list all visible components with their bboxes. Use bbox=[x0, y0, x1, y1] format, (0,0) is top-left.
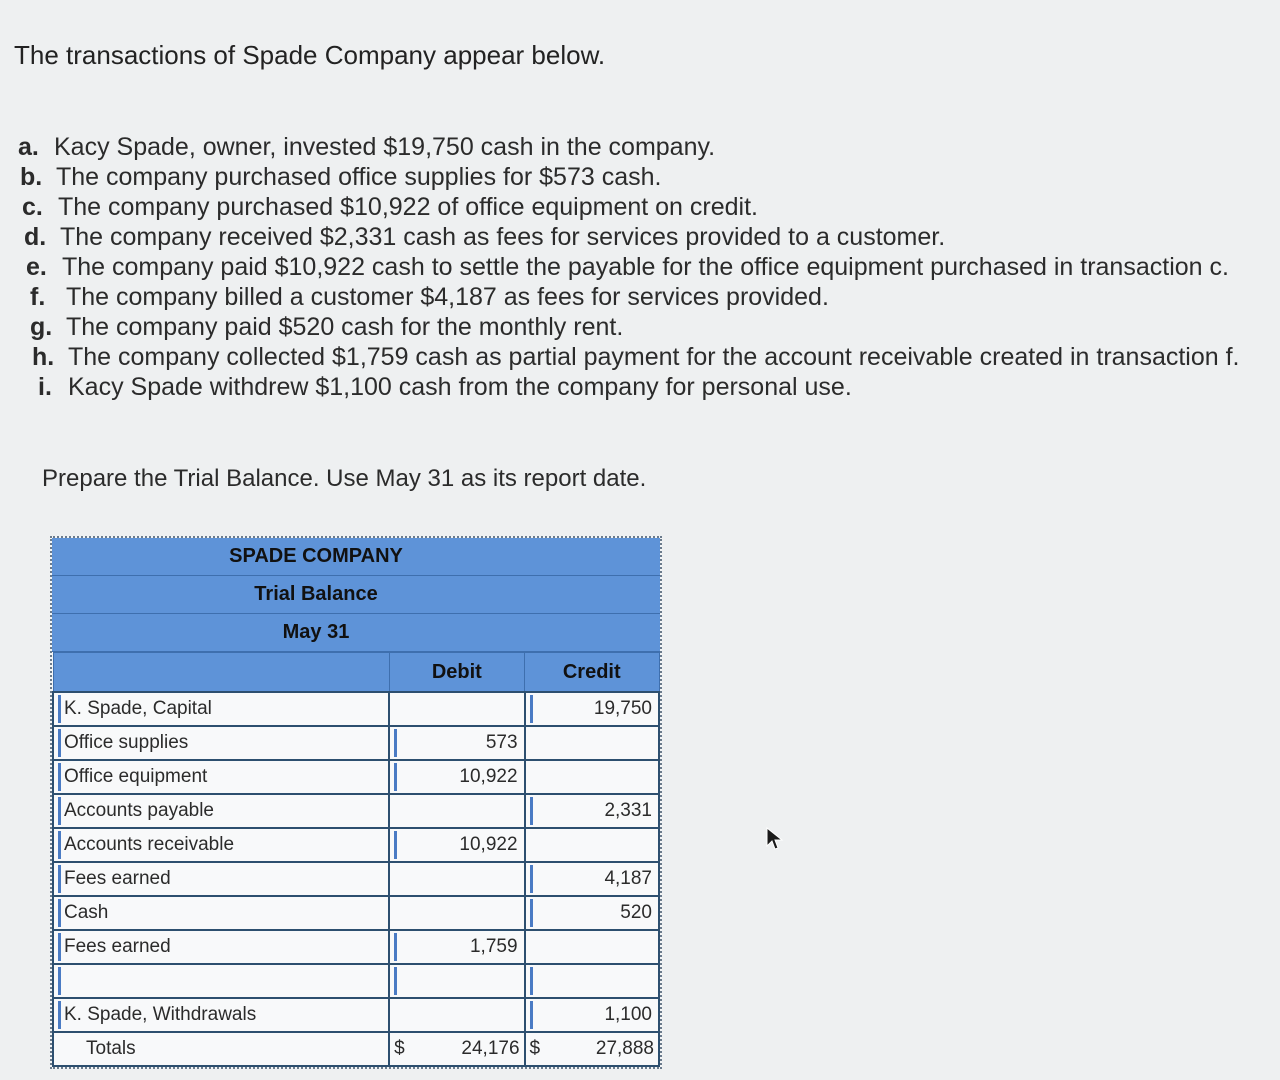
transaction-item bbox=[18, 282, 1240, 312]
debit-input[interactable]: 10,922 bbox=[394, 831, 519, 859]
transaction-text: The company purchased $10,922 of office equipment on credit. bbox=[58, 193, 758, 221]
transaction-item bbox=[18, 132, 1240, 162]
total-credit-cell bbox=[525, 1032, 659, 1066]
transaction-text: The company paid $520 cash for the monthly rent. bbox=[66, 313, 624, 341]
account-input[interactable]: K. Spade, Capital bbox=[58, 695, 384, 723]
account-cell[interactable] bbox=[53, 862, 389, 896]
table-row bbox=[53, 726, 659, 760]
transaction-item bbox=[18, 162, 1240, 192]
transaction-letter: b. bbox=[20, 163, 43, 191]
table-row bbox=[53, 862, 659, 896]
table-row bbox=[53, 964, 659, 998]
instructions-text: Prepare the Trial Balance. Use May 31 as its report date. bbox=[42, 465, 647, 492]
debit-input[interactable]: 10,922 bbox=[394, 763, 519, 791]
account-input[interactable]: Office equipment bbox=[58, 763, 384, 791]
account-cell[interactable] bbox=[53, 794, 389, 828]
account-cell[interactable] bbox=[53, 760, 389, 794]
transaction-text: The company purchased office supplies for $573 cash. bbox=[56, 163, 662, 191]
account-cell[interactable] bbox=[53, 930, 389, 964]
account-cell[interactable] bbox=[53, 998, 389, 1032]
debit-input[interactable]: 573 bbox=[394, 729, 519, 757]
transaction-letter: c. bbox=[22, 193, 43, 221]
account-input[interactable]: Fees earned bbox=[58, 933, 384, 961]
credit-input[interactable]: 19,750 bbox=[530, 695, 654, 723]
table-row bbox=[53, 692, 659, 726]
credit-cell[interactable] bbox=[525, 794, 659, 828]
account-input[interactable]: Accounts receivable bbox=[58, 831, 384, 859]
debit-cell[interactable] bbox=[389, 794, 524, 828]
transaction-text: The company paid $10,922 cash to settle the payable for the office equipment purchased in transaction c. bbox=[62, 253, 1229, 281]
table-row bbox=[53, 760, 659, 794]
debit-input[interactable]: 1,759 bbox=[394, 933, 519, 961]
account-input[interactable]: Accounts payable bbox=[58, 797, 384, 825]
account-input[interactable]: Office supplies bbox=[58, 729, 384, 757]
account-cell[interactable] bbox=[53, 692, 389, 726]
total-credit-value: 27,888 bbox=[595, 1038, 654, 1059]
totals-label: Totals bbox=[53, 1032, 389, 1066]
transaction-item bbox=[18, 252, 1240, 282]
trial-balance-table bbox=[52, 652, 660, 1067]
transaction-text: Kacy Spade, owner, invested $19,750 cash in the company. bbox=[54, 133, 716, 161]
debit-cell[interactable] bbox=[389, 862, 524, 896]
table-row bbox=[53, 828, 659, 862]
debit-input[interactable] bbox=[394, 967, 519, 995]
total-debit-cell bbox=[389, 1032, 524, 1066]
debit-column-header: Debit bbox=[389, 653, 524, 693]
debit-cell[interactable] bbox=[389, 692, 524, 726]
transaction-item bbox=[18, 372, 1240, 402]
total-debit-value: 24,176 bbox=[461, 1038, 520, 1059]
report-date: May 31 bbox=[52, 614, 660, 652]
transaction-text: Kacy Spade withdrew $1,100 cash from the company for personal use. bbox=[68, 373, 852, 401]
transaction-letter: e. bbox=[26, 253, 47, 281]
credit-cell[interactable] bbox=[525, 726, 659, 760]
account-cell[interactable] bbox=[53, 828, 389, 862]
mouse-pointer-icon bbox=[765, 826, 785, 852]
transaction-letter: i. bbox=[38, 373, 52, 401]
credit-cell[interactable] bbox=[525, 998, 659, 1032]
transaction-item bbox=[18, 192, 1240, 222]
account-cell[interactable] bbox=[53, 964, 389, 998]
debit-cell[interactable] bbox=[389, 964, 524, 998]
transaction-letter: a. bbox=[18, 133, 39, 161]
debit-cell[interactable] bbox=[389, 828, 524, 862]
credit-cell[interactable] bbox=[525, 862, 659, 896]
table-row bbox=[53, 896, 659, 930]
transaction-text: The company received $2,331 cash as fees for services provided to a customer. bbox=[60, 223, 946, 251]
transaction-letter: d. bbox=[24, 223, 47, 251]
credit-column-header: Credit bbox=[525, 653, 659, 693]
transaction-letter: f. bbox=[30, 283, 46, 311]
transaction-item bbox=[18, 312, 1240, 342]
credit-cell[interactable] bbox=[525, 760, 659, 794]
credit-input[interactable]: 4,187 bbox=[530, 865, 654, 893]
debit-cell[interactable] bbox=[389, 998, 524, 1032]
account-column-header bbox=[53, 653, 389, 693]
company-name: SPADE COMPANY bbox=[52, 538, 660, 576]
account-input[interactable] bbox=[58, 967, 384, 995]
transaction-item bbox=[18, 222, 1240, 252]
debit-cell[interactable] bbox=[389, 760, 524, 794]
debit-cell[interactable] bbox=[389, 896, 524, 930]
intro-text: The transactions of Spade Company appear below. bbox=[14, 40, 606, 70]
transaction-item bbox=[18, 342, 1240, 372]
transaction-letter: h. bbox=[32, 343, 55, 371]
report-title: Trial Balance bbox=[52, 576, 660, 614]
account-input[interactable]: K. Spade, Withdrawals bbox=[58, 1001, 384, 1029]
debit-cell[interactable] bbox=[389, 930, 524, 964]
table-row bbox=[53, 930, 659, 964]
trial-balance-panel bbox=[50, 536, 662, 1069]
credit-cell[interactable] bbox=[525, 896, 659, 930]
totals-row bbox=[53, 1032, 659, 1066]
credit-cell[interactable] bbox=[525, 930, 659, 964]
table-row bbox=[53, 998, 659, 1032]
credit-input[interactable]: 520 bbox=[530, 899, 654, 927]
account-input[interactable]: Cash bbox=[58, 899, 384, 927]
credit-input[interactable]: 1,100 bbox=[530, 1001, 654, 1029]
account-cell[interactable] bbox=[53, 896, 389, 930]
credit-cell[interactable] bbox=[525, 692, 659, 726]
debit-cell[interactable] bbox=[389, 726, 524, 760]
column-header-row bbox=[53, 653, 659, 693]
transaction-letter: g. bbox=[30, 313, 53, 341]
credit-cell[interactable] bbox=[525, 828, 659, 862]
total-credit-currency: $ bbox=[529, 1038, 541, 1059]
table-row bbox=[53, 794, 659, 828]
transaction-text: The company billed a customer $4,187 as fees for services provided. bbox=[66, 283, 829, 311]
total-debit-currency: $ bbox=[394, 1038, 405, 1059]
transaction-text: The company collected $1,759 cash as partial payment for the account receivable created in transaction f. bbox=[68, 343, 1240, 371]
account-input[interactable]: Fees earned bbox=[58, 865, 384, 893]
credit-input[interactable]: 2,331 bbox=[530, 797, 654, 825]
transaction-list bbox=[18, 132, 1240, 402]
credit-input[interactable] bbox=[530, 967, 654, 995]
account-cell[interactable] bbox=[53, 726, 389, 760]
trial-balance-header bbox=[52, 538, 660, 652]
credit-cell[interactable] bbox=[525, 964, 659, 998]
